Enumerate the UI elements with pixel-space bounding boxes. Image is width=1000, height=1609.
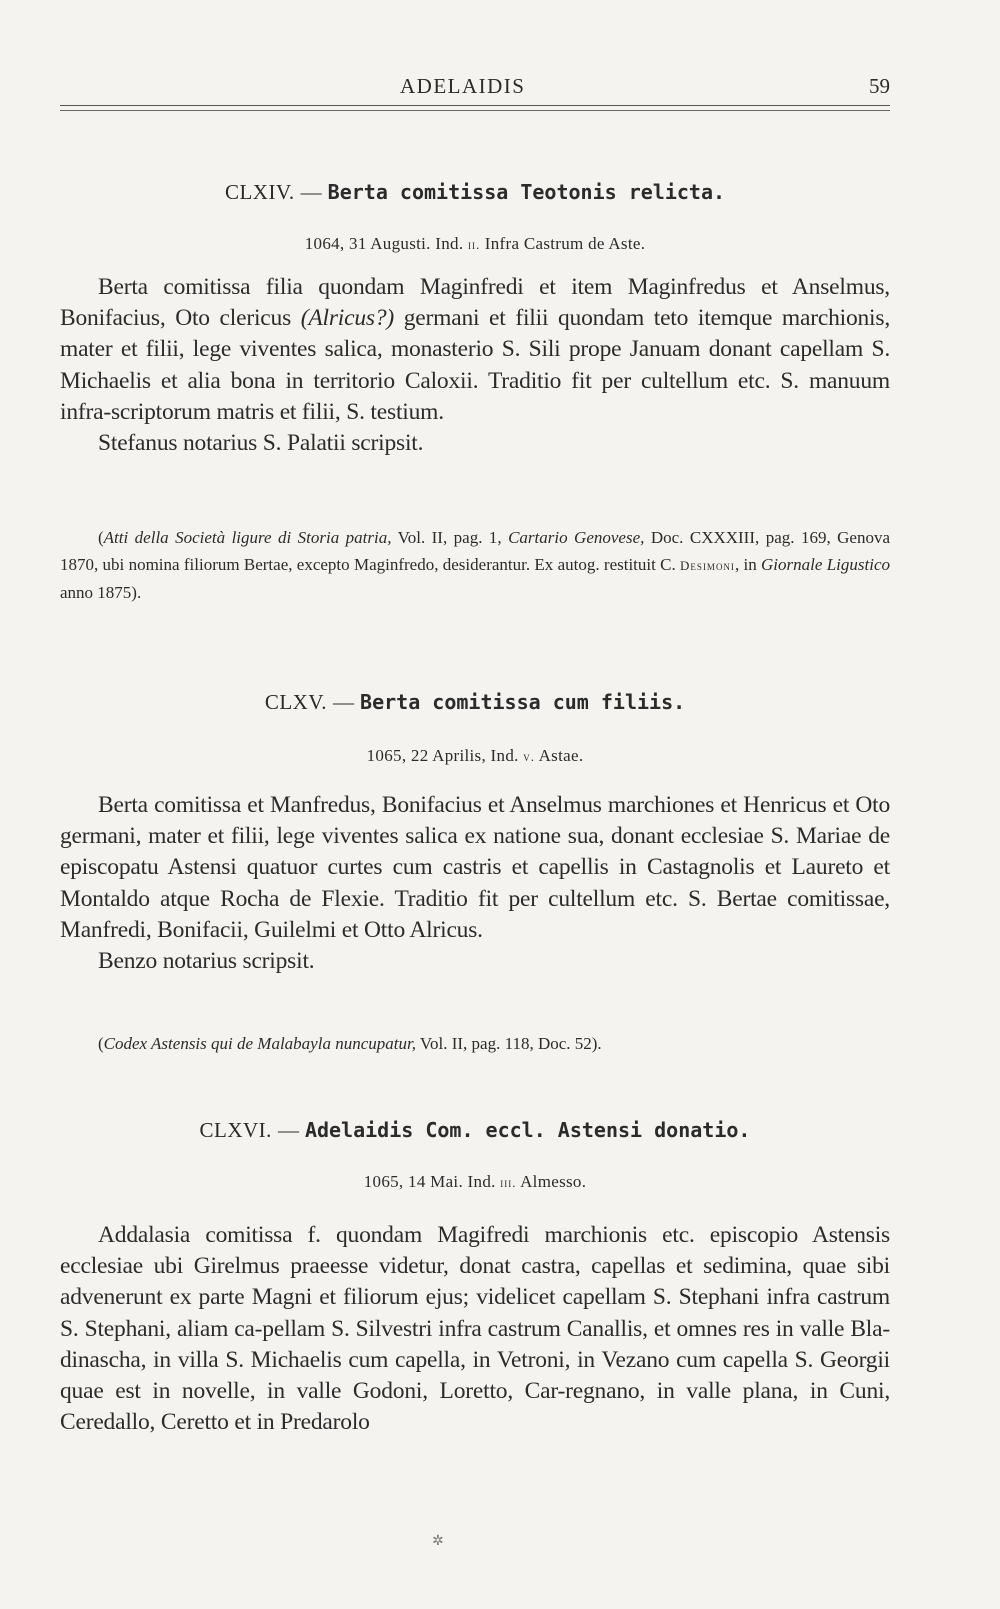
document-page (60, 0, 890, 1609)
notary-line: Stefanus notarius S. Palatii scripsit. (98, 430, 424, 457)
charter-body (60, 790, 890, 977)
charter-title: Berta comitissa cum filiis. (360, 690, 686, 714)
charter-paragraph: Berta comitissa filia quondam Maginfredi et item Maginfredus et Anselmus, Bonifacius, Oto clericus (Alricus?) germani et filii quondam teto itemque marchionis, mater et filii, lege viventes salica, monasterio S. Sili prope Januam donant capellam S. Michaelis et alia bona in territorio Caloxii. Traditio fit per cultellum etc. S. manuum infra-scriptorum matris et filii, S. testium. (60, 274, 890, 425)
charter-body (60, 1220, 890, 1438)
charter-paragraph: Berta comitissa et Manfredus, Bonifacius et Anselmus marchiones et Henricus et Oto germani, mater et filii, lege viventes salica ex natione sua, donant ecclesiae S. Mariae de episcopatu Astensi quatuor curtes cum castris et capellis in Castagnolis et Laureto et Montaldo atque Rocha de Flexie. Traditio fit per cultellum etc. S. Bertae comitissae, Manfredi, Bonifacii, Guilelmi et Otto Alricus. (60, 792, 890, 943)
charter-number: CLXVI. (199, 1118, 272, 1142)
charter-heading: CLXV. — Berta comitissa cum filiis. (264, 690, 686, 714)
notary-line: Benzo notarius scripsit. (98, 948, 315, 975)
charter-heading: CLXVI. — Adelaidis Com. eccl. Astensi donatio. (199, 1118, 751, 1142)
charter-body (60, 272, 890, 459)
charter-date-line: 1064, 31 Augusti. Ind. ii. Infra Castrum de Aste. (304, 234, 646, 253)
charter-number: CLXIV. (224, 180, 295, 204)
header-rule-thin (60, 110, 890, 111)
page-number: 59 (869, 74, 890, 98)
charter-title: Adelaidis Com. eccl. Astensi donatio. (304, 1118, 751, 1142)
running-head-title: ADELAIDIS (400, 74, 526, 98)
running-head (60, 74, 890, 104)
charter-number: CLXV. (264, 690, 328, 714)
charter-paragraph: Addalasia comitissa f. quondam Magifredi marchionis etc. episcopio Astensis ecclesiae ubi Girelmus praeesse videtur, donat castra, capellas et sedimina, quae sibi advenerunt ex parte Magni et filiorum ejus; videlicet capellam S. Stephani infra castrum S. Stephani, aliam ca-pellam S. Silvestri infra castrum Canallis, et omnes res in valle Bla-dinascha, in villa S. Michaelis cum capella, in Vetroni, in Vezano cum capella S. Georgii quae est in novelle, in valle Godoni, Loretto, Car-regnano, in valle plana, in Cuni, Ceredallo, Ceretto et in Predarolo (60, 1222, 890, 1436)
charter-date-line: 1065, 14 Mai. Ind. iii. Almesso. (363, 1172, 587, 1191)
source-note: (Codex Astensis qui de Malabayla nuncupatur, Vol. II, pag. 118, Doc. 52). (98, 1034, 602, 1053)
charter-heading: CLXIV. — Berta comitissa Teotonis relicta. (224, 180, 726, 204)
charter-title: Berta comitissa Teotonis relicta. (327, 180, 726, 204)
source-note: (Atti della Società ligure di Storia patria, Vol. II, pag. 1, Cartario Genovese, Doc. CXXXIII, pag. 169, Genova 1870, ubi nomina filiorum Bertae, excepto Maginfredo, desiderantur. Ex autog. restituit C. Desimoni, in Giornale Ligustico anno 1875). (60, 528, 891, 602)
header-rule (60, 105, 890, 106)
printer-ornament: ✲ (432, 1534, 444, 1549)
charter-date-line: 1065, 22 Aprilis, Ind. v. Astae. (366, 746, 584, 765)
